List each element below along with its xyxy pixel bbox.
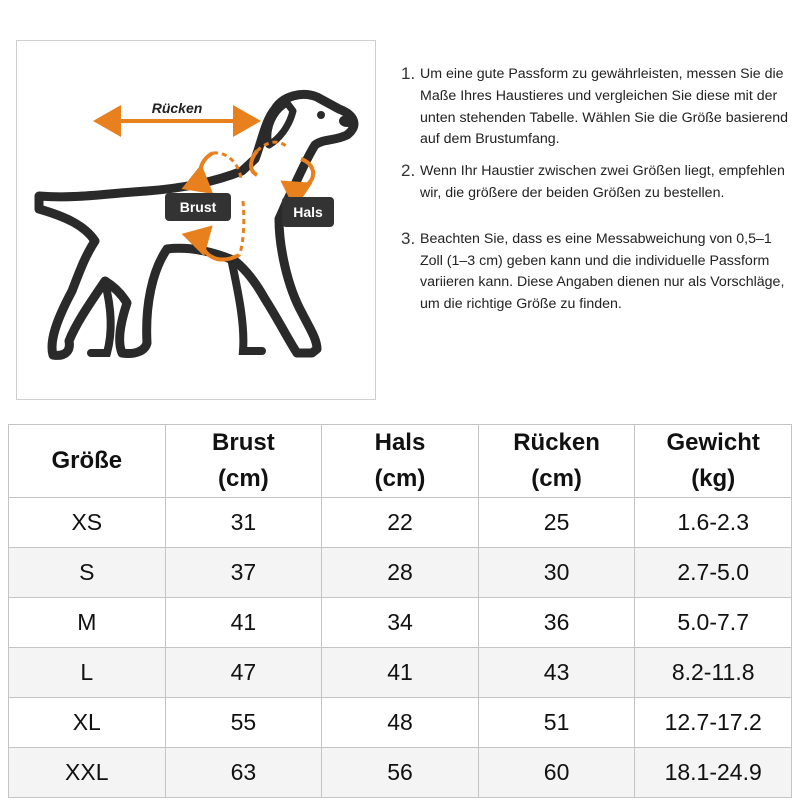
header-line: Hals [374,429,426,456]
size-chart-table [8,424,792,798]
cell-back: 36 [478,598,635,648]
step-number: 2. [401,161,416,181]
cell-size: S [9,548,166,598]
step-text: Wenn Ihr Haustier zwischen zwei Größen liegt, empfehlen wir, die größere der beiden Größen zu bestellen. [420,163,785,201]
cell-weight: 5.0-7.7 [635,598,792,648]
cell-chest: 41 [165,598,322,648]
cell-neck: 34 [322,598,479,648]
dog-eye [317,111,325,119]
instructions-list [398,64,790,326]
cell-chest: 55 [165,698,322,748]
header-unit: (cm) [531,465,582,492]
cell-size: XL [9,698,166,748]
cell-neck: 56 [322,748,479,798]
chest-label: Brust [179,199,217,215]
header-size [9,425,166,498]
header-line: Gewicht [666,429,760,456]
table-row [9,598,792,648]
cell-neck: 41 [322,648,479,698]
cell-back: 60 [478,748,635,798]
header-chest [165,425,322,498]
header-back [478,425,635,498]
back-label: Rücken [151,100,203,116]
step-text: Beachten Sie, dass es eine Messabweichung von 0,5–1 Zoll (1–3 cm) geben kann und die individuelle Passform variieren kann. Diese Angaben dienen nur als Vorschläge, um die richtige Größe zu finden. [420,230,785,313]
cell-chest: 31 [165,498,322,548]
header-line: Größe [51,447,123,474]
table-row [9,748,792,798]
table-row [9,648,792,698]
cell-back: 30 [478,548,635,598]
instruction-step [398,229,790,316]
table-header-row [9,425,792,498]
step-number: 3. [401,228,416,248]
step-number: 1. [401,64,416,83]
chest-dash-side [239,201,244,256]
table-row [9,498,792,548]
cell-weight: 8.2-11.8 [635,648,792,698]
header-line: Rücken [513,429,600,456]
dog-nose [339,115,355,127]
cell-weight: 12.7-17.2 [635,698,792,748]
header-unit: (kg) [691,465,736,492]
table-row [9,548,792,598]
cell-size: L [9,648,166,698]
dog-measurement-diagram [16,40,376,400]
header-line: Brust [212,429,275,456]
header-neck [322,425,479,498]
cell-chest: 47 [165,648,322,698]
header-unit: (cm) [218,465,269,492]
instruction-step [398,161,790,205]
cell-back: 43 [478,648,635,698]
cell-neck: 48 [322,698,479,748]
cell-weight: 1.6-2.3 [635,498,792,548]
cell-back: 51 [478,698,635,748]
table-row [9,698,792,748]
cell-size: XXL [9,748,166,798]
cell-weight: 2.7-5.0 [635,548,792,598]
table-body [9,498,792,798]
cell-neck: 28 [322,548,479,598]
step-text: Um eine gute Passform zu gewährleisten, messen Sie die Maße Ihres Haustieres und vergleichen Sie diese mit der unten stehenden Tabelle. Wählen Sie die Größe basierend auf dem Brustumfang. [420,66,789,148]
header-unit: (cm) [374,465,426,492]
cell-size: M [9,598,166,648]
cell-weight: 18.1-24.9 [635,748,792,798]
cell-neck: 22 [322,498,479,548]
cell-chest: 63 [165,748,322,798]
header-weight [635,425,792,498]
cell-back: 25 [478,498,635,548]
neck-label: Hals [293,204,323,220]
instruction-step [398,64,790,151]
dog-diagram-illustration [17,41,375,399]
cell-size: XS [9,498,166,548]
cell-chest: 37 [165,548,322,598]
